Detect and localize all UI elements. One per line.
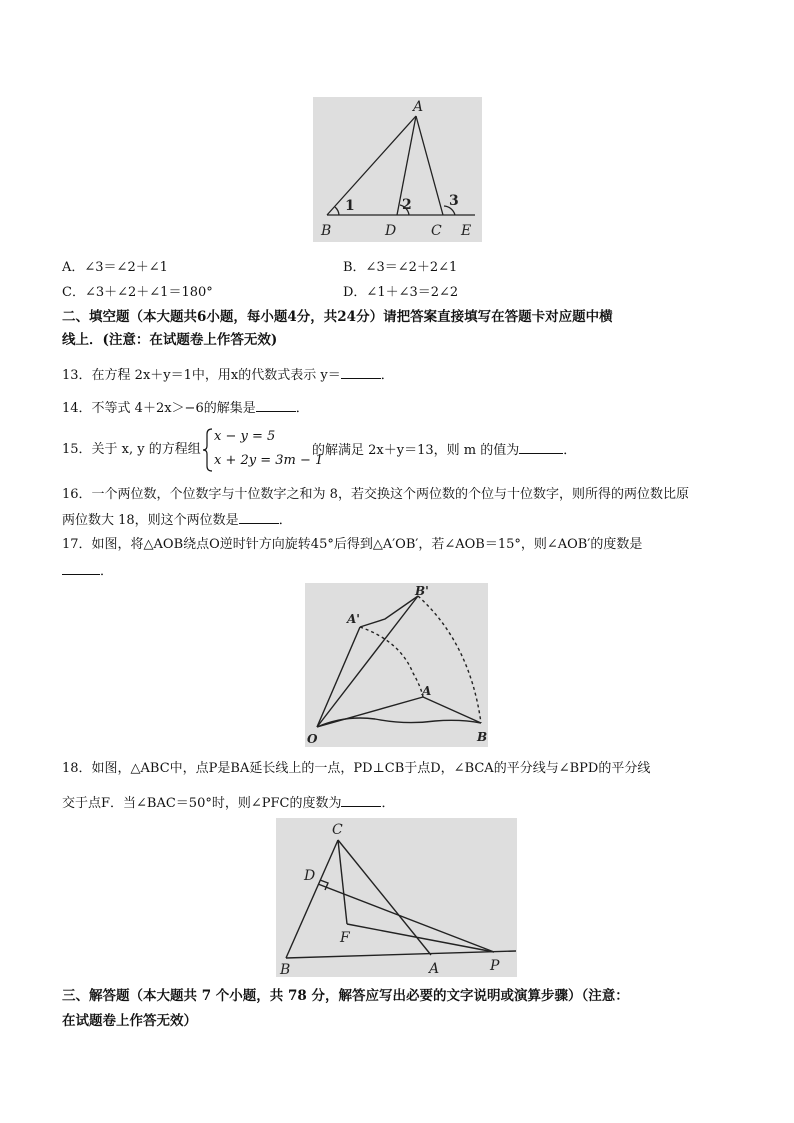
label-B: B (280, 962, 291, 977)
figure-3-svg (276, 818, 517, 977)
label-A: A (413, 99, 424, 115)
figure-2-svg (305, 583, 488, 747)
figure-2-rotation (305, 583, 488, 747)
question-17-line2: ． (62, 562, 113, 581)
option-c: C．∠3＋∠2＋∠1＝180° (62, 285, 213, 300)
question-14-text: 14．不等式 4＋2x＞−6的解集是 (62, 401, 256, 416)
equation-2: x + 2y = 3m − 1 (214, 453, 324, 468)
label-A: A (422, 684, 432, 698)
answer-blank-18 (341, 794, 381, 807)
answer-blank-17 (62, 562, 100, 575)
question-15-post: 的解满足 2x＋y＝13，则 m 的值为 ． (312, 443, 577, 458)
label-B: B (477, 730, 488, 744)
label-D: D (385, 223, 397, 239)
label-B-prime: B' (415, 584, 429, 598)
question-13: 13．在方程 2x＋y＝1中，用x的代数式表示 y＝ ． (62, 368, 394, 383)
option-b: B．∠3＝∠2＋2∠1 (343, 260, 458, 275)
question-17-line1: 17．如图，将△AOB绕点O逆时针方向旋转45°后得到△A′OB′，若∠AOB＝15°，则∠AOB′的度数是 (62, 537, 643, 552)
answer-blank-15 (519, 441, 563, 454)
answer-blank-16 (239, 511, 279, 524)
section-2-heading-line1: 二、填空题（本大题共6小题，每小题4分，共24分）请把答案直接填写在答题卡对应题中横 (62, 309, 613, 325)
question-13-text: 13．在方程 2x＋y＝1中，用x的代数式表示 y＝ (62, 368, 341, 383)
figure-1-triangle (313, 97, 482, 242)
label-F: F (340, 930, 350, 946)
label-C: C (332, 822, 343, 838)
label-D: D (304, 868, 316, 884)
answer-blank-14 (256, 399, 296, 412)
question-18-line2: 交于点F．当∠BAC＝50°时，则∠PFC的度数为 ． (62, 796, 395, 811)
angle-2-label: 2 (402, 197, 412, 213)
equation-1: x − y = 5 (214, 429, 276, 444)
section-3-heading-line2: 在试题卷上作答无效） (62, 1013, 197, 1029)
question-18-line1: 18．如图，△ABC中，点P是BA延长线上的一点，PD⊥CB于点D，∠BCA的平分线与∠BPD的平分线 (62, 761, 651, 776)
label-A: A (429, 961, 440, 977)
section-3-heading-line1: 三、解答题（本大题共 7 个小题，共 78 分，解答应写出必要的文字说明或演算步骤）（注意： (62, 988, 629, 1004)
question-15 (62, 441, 201, 459)
section-2-heading-line2: 线上．(注意：在试题卷上作答无效) (62, 332, 278, 348)
equation-brace (202, 428, 214, 472)
answer-blank-13 (341, 366, 381, 379)
figure-3-triangle (276, 818, 517, 977)
question-14: 14．不等式 4＋2x＞−6的解集是 ． (62, 401, 309, 416)
option-a: A．∠3＝∠2＋∠1 (62, 260, 168, 275)
label-P: P (490, 958, 500, 974)
angle-3-label: 3 (449, 193, 459, 209)
label-C: C (431, 223, 442, 239)
label-O: O (307, 732, 318, 746)
question-16-line2: 两位数大 18，则这个两位数是 ． (62, 513, 292, 528)
figure-1-svg (313, 97, 482, 242)
label-E: E (461, 223, 472, 239)
angle-1-label: 1 (345, 198, 355, 214)
label-B: B (321, 223, 332, 239)
label-A-prime: A' (347, 612, 360, 626)
question-15-pre: 15．关于 x, y 的方程组 (62, 442, 201, 457)
question-16-line1: 16．一个两位数，个位数字与十位数字之和为 8，若交换这个两位数的个位与十位数字，则所得的两位数比原 (62, 487, 689, 502)
option-d: D．∠1＋∠3＝2∠2 (343, 285, 459, 300)
